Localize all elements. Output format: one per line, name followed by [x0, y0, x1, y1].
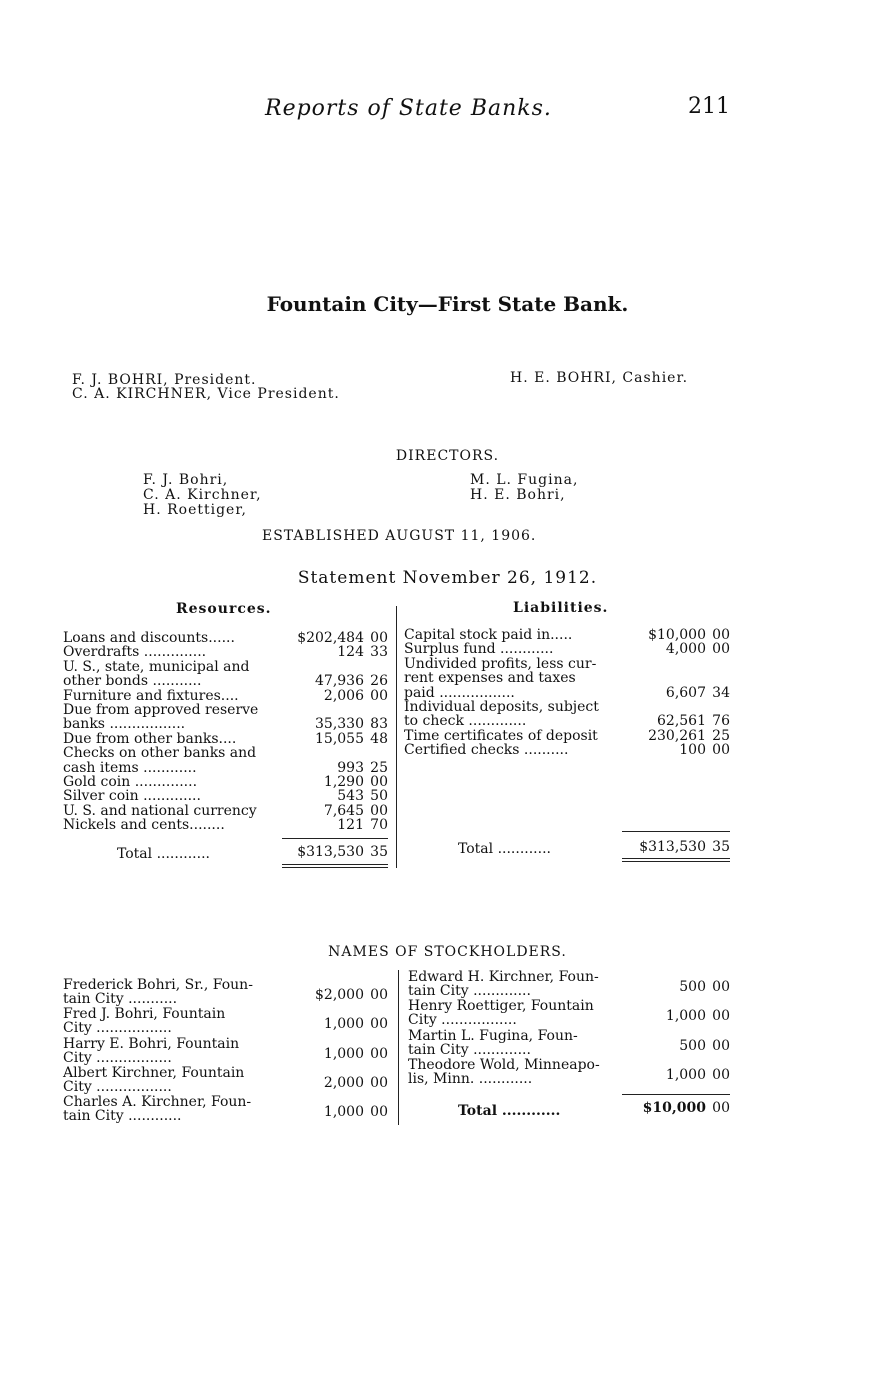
stockholder-name: Henry Roettiger, Fountain — [408, 998, 594, 1015]
resources-heading: Resources. — [176, 601, 272, 617]
stockholder-dollars: 500 — [679, 979, 706, 995]
stockholder-location: City ................. — [63, 1049, 172, 1066]
liabilities-total-dollars: $313,530 — [639, 839, 706, 855]
ledger-row-cents: 00 — [370, 630, 388, 646]
ledger-row-label: to check ............. — [404, 713, 527, 730]
officer-cashier: H. E. BOHRI, Cashier. — [510, 370, 689, 386]
established-date: ESTABLISHED AUGUST 11, 1906. — [262, 528, 537, 544]
stockholder-dollars: 1,000 — [665, 1066, 706, 1083]
ledger-row-label: cash items ............ — [63, 759, 197, 776]
ledger-row-cents: 34 — [712, 684, 730, 701]
ledger-row-cents: 00 — [712, 641, 730, 658]
ledger-row-cents: 83 — [370, 716, 388, 733]
ledger-row-label: U. S., state, municipal and — [63, 658, 250, 675]
ledger-row-dollars: 124 — [337, 644, 364, 661]
ledger-row-dollars: 6,607 — [665, 684, 706, 701]
ledger-row-dollars: $202,484 — [297, 630, 364, 646]
ledger-row-cents: 76 — [712, 713, 730, 730]
ledger-row-cents: 26 — [370, 673, 388, 690]
stockholder-cents: 00 — [712, 1037, 730, 1054]
stockholder-name: Albert Kirchner, Fountain — [63, 1064, 245, 1081]
ledger-row-cents: 00 — [370, 687, 388, 704]
resources-total-label: Total ............ — [117, 846, 210, 862]
statement-title: Statement November 26, 1912. — [297, 568, 598, 588]
stockholder-cents: 00 — [370, 1074, 388, 1091]
stockholder-dollars: 1,000 — [665, 1008, 706, 1025]
ledger-row-label: Capital stock paid in..... — [404, 627, 573, 643]
page-number: 211 — [688, 94, 730, 119]
ledger-row-label: Nickels and cents........ — [63, 817, 225, 834]
ledger-row-label: Gold coin .............. — [63, 774, 198, 790]
liabilities-total-cents: 35 — [712, 839, 730, 855]
stockholder-dollars: 1,000 — [323, 1045, 364, 1062]
ledger-row-label: other bonds ........... — [63, 673, 202, 690]
resources-double-rule — [282, 867, 388, 868]
stockholder-dollars: 500 — [679, 1037, 706, 1054]
ledger-row-dollars: $10,000 — [648, 627, 706, 643]
stockholder-name: Martin L. Fugina, Foun- — [408, 1027, 578, 1044]
stockholder-dollars: 2,000 — [323, 1074, 364, 1091]
stockholder-location: City ................. — [63, 1020, 172, 1037]
stockholders-divider — [398, 970, 399, 1125]
resources-total-dollars: $313,530 — [297, 844, 364, 860]
ledger-row-label: Checks on other banks and — [63, 745, 257, 762]
ledger-row-dollars: 4,000 — [665, 641, 706, 658]
ledger-row-cents: 70 — [370, 817, 388, 834]
ledger-row-label: Due from approved reserve — [63, 702, 259, 718]
stockholders-total-label: Total ............ — [458, 1103, 561, 1119]
ledger-row-label: Silver coin ............. — [63, 788, 201, 805]
ledger-row-cents: 00 — [370, 802, 388, 819]
directors-heading: DIRECTORS. — [395, 448, 500, 464]
director-name: H. Roettiger, — [143, 502, 247, 518]
ledger-row-label: Time certificates of deposit — [404, 727, 598, 744]
stockholder-location: tain City ............. — [408, 983, 531, 999]
ledger-row-cents: 00 — [370, 774, 388, 790]
stockholder-name: Frederick Bohri, Sr., Foun- — [63, 977, 253, 993]
director-name: F. J. Bohri, — [143, 472, 229, 488]
stockholder-location: tain City ............ — [63, 1108, 182, 1125]
ledger-row-label: Undivided profits, less cur- — [404, 655, 597, 672]
ledger-row-dollars: 1,290 — [323, 774, 364, 790]
stockholder-dollars: 1,000 — [323, 1104, 364, 1121]
director-name: M. L. Fugina, — [470, 472, 579, 488]
stockholder-cents: 00 — [712, 1066, 730, 1083]
ledger-row-dollars: 62,561 — [657, 713, 706, 730]
stockholder-cents: 00 — [370, 1016, 388, 1033]
ledger-row-label: banks ................. — [63, 716, 186, 733]
ledger-row-dollars: 230,261 — [648, 727, 706, 744]
ledger-row-dollars: 35,330 — [315, 716, 364, 733]
ledger-row-cents: 25 — [370, 759, 388, 776]
stockholder-dollars: 1,000 — [323, 1016, 364, 1033]
stockholders-total-dollars: $10,000 — [642, 1100, 706, 1116]
stockholder-location: tain City ............. — [408, 1041, 531, 1058]
ledger-row-cents: 25 — [712, 727, 730, 744]
ledger-row-cents: 33 — [370, 644, 388, 661]
liabilities-heading: Liabilities. — [513, 600, 609, 616]
resources-total-rule — [282, 838, 388, 839]
liabilities-total-label: Total ............ — [458, 841, 551, 857]
stockholder-cents: 00 — [370, 987, 388, 1003]
ledger-row-label: Individual deposits, subject — [404, 699, 599, 715]
ledger-row-label: rent expenses and taxes — [404, 670, 576, 687]
stockholder-cents: 00 — [370, 1045, 388, 1062]
ledger-row-dollars: 543 — [337, 788, 364, 805]
ledger-row-label: Loans and discounts...... — [63, 630, 235, 646]
liabilities-double-rule — [622, 858, 730, 859]
stockholders-total-rule — [622, 1094, 730, 1095]
ledger-row-dollars: 15,055 — [315, 730, 364, 747]
officer-president: F. J. BOHRI, President. — [72, 372, 257, 388]
ledger-row-dollars: 2,006 — [323, 687, 364, 704]
bank-title: Fountain City—First State Bank. — [266, 292, 629, 316]
stockholder-cents: 00 — [712, 1008, 730, 1025]
stockholder-name: Harry E. Bohri, Fountain — [63, 1035, 240, 1052]
ledger-row-dollars: 100 — [679, 742, 706, 759]
ledger-row-cents: 48 — [370, 730, 388, 747]
ledger-row-dollars: 47,936 — [315, 673, 364, 690]
column-divider — [396, 606, 397, 868]
stockholders-total-cents: 00 — [712, 1100, 730, 1116]
ledger-row-dollars: 7,645 — [323, 802, 364, 819]
stockholder-location: tain City ........... — [63, 991, 178, 1007]
ledger-row-dollars: 993 — [337, 759, 364, 776]
stockholders-heading: NAMES OF STOCKHOLDERS. — [328, 944, 567, 960]
stockholder-name: Theodore Wold, Minneapo- — [408, 1056, 600, 1073]
stockholder-location: lis, Minn. ............ — [408, 1070, 533, 1087]
running-title: Reports of State Banks. — [265, 96, 552, 121]
stockholder-name: Fred J. Bohri, Fountain — [63, 1006, 226, 1023]
director-name: H. E. Bohri, — [470, 487, 566, 503]
director-name: C. A. Kirchner, — [143, 487, 262, 503]
ledger-row-label: U. S. and national currency — [63, 802, 257, 819]
resources-total-cents: 35 — [370, 844, 388, 860]
ledger-row-label: Certified checks .......... — [404, 742, 569, 759]
ledger-row-label: paid ................. — [404, 684, 515, 701]
ledger-row-dollars: 121 — [337, 817, 364, 834]
ledger-row-label: Overdrafts .............. — [63, 644, 207, 661]
liabilities-total-rule — [622, 831, 730, 832]
stockholder-name: Edward H. Kirchner, Foun- — [408, 969, 599, 985]
stockholder-dollars: $2,000 — [315, 987, 364, 1003]
liabilities-double-rule — [622, 861, 730, 862]
stockholder-cents: 00 — [370, 1104, 388, 1121]
stockholder-cents: 00 — [712, 979, 730, 995]
resources-double-rule — [282, 864, 388, 865]
stockholder-location: City ................. — [408, 1012, 517, 1029]
ledger-row-cents: 50 — [370, 788, 388, 805]
ledger-row-label: Due from other banks.... — [63, 730, 237, 747]
ledger-row-cents: 00 — [712, 627, 730, 643]
stockholder-location: City ................. — [63, 1078, 172, 1095]
stockholder-name: Charles A. Kirchner, Foun- — [63, 1094, 252, 1111]
ledger-row-label: Furniture and fixtures.... — [63, 687, 239, 704]
ledger-row-label: Surplus fund ............ — [404, 641, 554, 658]
officer-vice-president: C. A. KIRCHNER, Vice President. — [72, 386, 340, 402]
ledger-row-cents: 00 — [712, 742, 730, 759]
